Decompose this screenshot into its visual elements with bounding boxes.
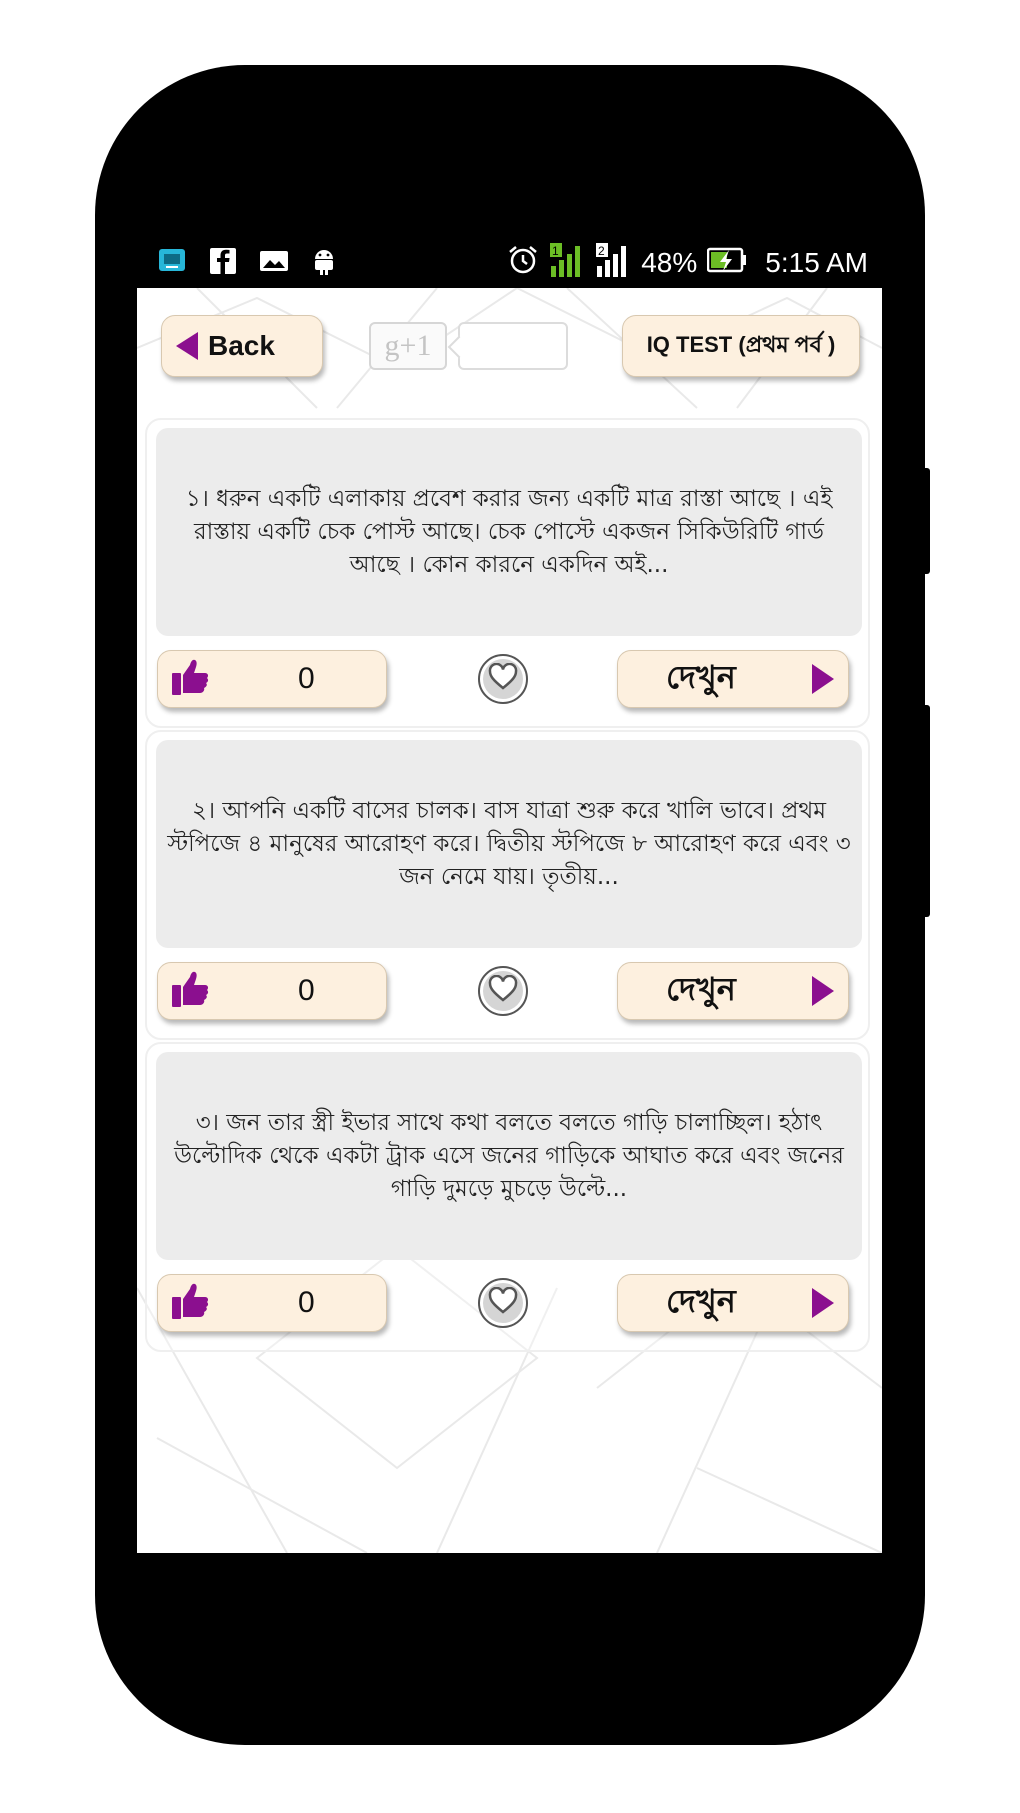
question-card bbox=[145, 1042, 870, 1352]
gallery-icon bbox=[259, 248, 289, 279]
sim2-label: 2 bbox=[598, 243, 605, 258]
signal-sim1-icon bbox=[549, 242, 585, 285]
like-button[interactable] bbox=[157, 650, 387, 708]
like-count: 0 bbox=[298, 662, 315, 695]
android-icon bbox=[311, 246, 337, 281]
alarm-icon bbox=[507, 244, 539, 283]
heart-icon bbox=[488, 663, 518, 695]
status-time: 5:15 AM bbox=[765, 247, 868, 278]
heart-icon bbox=[488, 1287, 518, 1319]
thumbs-up-icon bbox=[170, 969, 210, 1013]
view-button[interactable] bbox=[617, 962, 849, 1020]
google-plus-count-bubble bbox=[458, 322, 568, 370]
page-title: IQ TEST (প্রথম পর্ব ) bbox=[646, 331, 836, 357]
like-button[interactable] bbox=[157, 1274, 387, 1332]
signal-sim2-icon bbox=[595, 242, 631, 285]
heart-icon bbox=[488, 975, 518, 1007]
sim1-label: 1 bbox=[552, 243, 559, 258]
thumbs-up-icon bbox=[170, 657, 210, 701]
question-text-box[interactable] bbox=[156, 1052, 862, 1260]
question-text: ২। আপনি একটি বাসের চালক। বাস যাত্রা শুরু করে খালি ভাবে। প্রথম স্টপিজে ৪ মানুষের আরোহণ করে। দ্বিতীয় স্টপিজে ৮ আরোহণ করে এবং ৩ জন নেমে যায়। তৃতীয়... bbox=[167, 797, 851, 890]
question-text-box[interactable] bbox=[156, 740, 862, 948]
battery-charging-icon bbox=[707, 246, 747, 281]
favorite-button[interactable] bbox=[478, 1278, 528, 1328]
view-label: দেখুন bbox=[666, 1282, 736, 1320]
view-button[interactable] bbox=[617, 1274, 849, 1332]
question-card bbox=[145, 418, 870, 728]
play-arrow-icon bbox=[812, 976, 834, 1006]
question-text-box[interactable] bbox=[156, 428, 862, 636]
google-plus-one-button[interactable]: g+1 bbox=[369, 322, 447, 370]
back-arrow-icon bbox=[176, 332, 198, 360]
favorite-button[interactable] bbox=[478, 966, 528, 1016]
question-text: ৩। জন তার স্ত্রী ইভার সাথে কথা বলতে বলতে গাড়ি চালাচ্ছিল। হঠাৎ উল্টোদিক থেকে একটা ট্রাক এসে জনের গাড়িকে আঘাত করে এবং জনের গাড়ি দুমড়ে মুচড়ে উল্টে... bbox=[174, 1109, 844, 1202]
thumbs-up-icon bbox=[170, 1281, 210, 1325]
power-button bbox=[918, 705, 930, 917]
back-button[interactable] bbox=[161, 315, 323, 377]
facebook-icon bbox=[209, 247, 237, 280]
like-button[interactable] bbox=[157, 962, 387, 1020]
app-screen bbox=[137, 288, 882, 1553]
like-count: 0 bbox=[298, 1286, 315, 1319]
screen-share-icon bbox=[157, 246, 187, 281]
favorite-button[interactable] bbox=[478, 654, 528, 704]
back-label: Back bbox=[208, 330, 275, 361]
play-arrow-icon bbox=[812, 664, 834, 694]
play-arrow-icon bbox=[812, 1288, 834, 1318]
battery-percent: 48% bbox=[641, 247, 698, 278]
view-label: দেখুন bbox=[666, 658, 736, 696]
top-toolbar bbox=[137, 288, 882, 403]
like-count: 0 bbox=[298, 974, 315, 1007]
status-bar bbox=[137, 238, 882, 288]
question-card bbox=[145, 730, 870, 1040]
view-label: দেখুন bbox=[666, 970, 736, 1008]
volume-button bbox=[918, 468, 930, 574]
question-text: ১। ধরুন একটি এলাকায় প্রবেশ করার জন্য একটি মাত্র রাস্তা আছে । এই রাস্তায় একটি চেক পোস্ট আছে। চেক পোস্টে একজন সিকিউরিটি গার্ড আছে । কোন কারনে একদিন অই... bbox=[185, 485, 833, 578]
view-button[interactable] bbox=[617, 650, 849, 708]
page-title-button[interactable] bbox=[622, 315, 860, 377]
